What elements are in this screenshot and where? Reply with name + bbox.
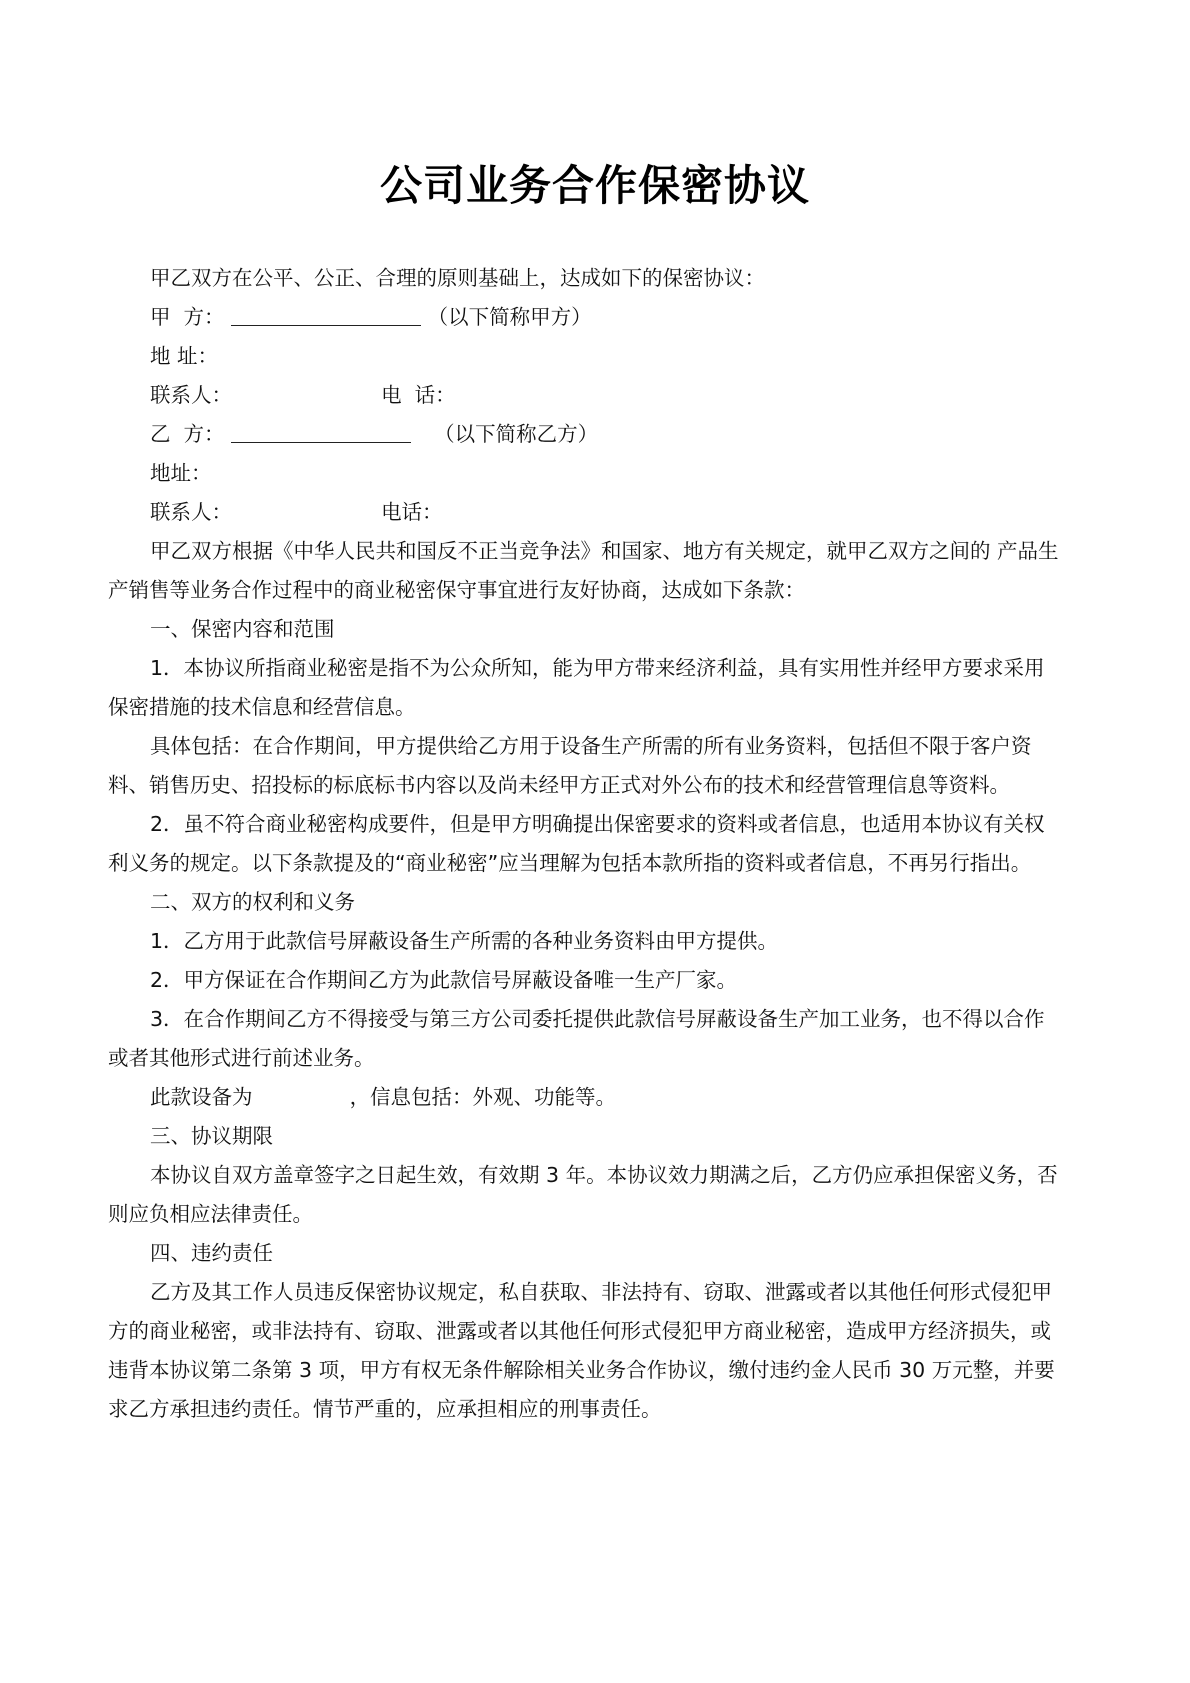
device-row xyxy=(150,1082,616,1112)
party-a-address: 地 址： xyxy=(150,344,219,368)
section-1-detail-line-1: 具体包括：在合作期间，甲方提供给乙方用于设备生产所需的所有业务资料，包括但不限于客户资 xyxy=(150,734,1032,758)
party-a-label: 甲 方： xyxy=(150,305,225,329)
party-b-label: 乙 方： xyxy=(150,422,225,446)
party-a-suffix: （以下简称甲方） xyxy=(427,305,592,329)
preamble-line-1: 甲乙双方根据《中华人民共和国反不正当竞争法》和国家、地方有关规定，就甲乙双方之间的 产品生 xyxy=(150,539,1059,563)
section-1-heading: 一、保密内容和范围 xyxy=(150,617,335,641)
section-1-item-2-line-1: 2．虽不符合商业秘密构成要件，但是甲方明确提出保密要求的资料或者信息，也适用本协议有关权 xyxy=(150,812,1045,836)
party-a-contact-row xyxy=(150,380,456,410)
device-prefix: 此款设备为 xyxy=(150,1085,253,1109)
preamble-line-2: 产销售等业务合作过程中的商业秘密保守事宜进行友好协商，达成如下条款： xyxy=(108,578,805,602)
party-b-contact-row xyxy=(150,497,443,527)
section-2-item-3-line-1: 3．在合作期间乙方不得接受与第三方公司委托提供此款信号屏蔽设备生产加工业务，也不得以合作 xyxy=(150,1007,1045,1031)
party-a-row xyxy=(150,302,592,332)
document-title: 公司业务合作保密协议 xyxy=(379,161,810,210)
party-b-row xyxy=(150,419,598,449)
party-a-contact-label: 联系人： xyxy=(150,383,232,407)
party-b-blank xyxy=(231,420,411,443)
section-3-heading: 三、协议期限 xyxy=(150,1124,273,1148)
section-4-line-2: 方的商业秘密，或非法持有、窃取、泄露或者以其他任何形式侵犯甲方商业秘密，造成甲方经济损失，或 xyxy=(108,1319,1051,1343)
intro-text: 甲乙双方在公平、公正、合理的原则基础上，达成如下的保密协议： xyxy=(150,266,765,290)
section-3-line-1: 本协议自双方盖章签字之日起生效，有效期 3 年。本协议效力期满之后，乙方仍应承担保密义务，否 xyxy=(150,1163,1058,1187)
section-1-detail-line-2: 料、销售历史、招投标的标底标书内容以及尚未经甲方正式对外公布的技术和经营管理信息等资料。 xyxy=(108,773,1010,797)
party-b-phone-label: 电话： xyxy=(381,500,443,524)
section-4-heading: 四、违约责任 xyxy=(150,1241,273,1265)
party-b-suffix: （以下简称乙方） xyxy=(434,422,599,446)
section-2-heading: 二、双方的权利和义务 xyxy=(150,890,355,914)
section-2-item-1: 1．乙方用于此款信号屏蔽设备生产所需的各种业务资料由甲方提供。 xyxy=(150,929,779,953)
section-2-item-2: 2．甲方保证在合作期间乙方为此款信号屏蔽设备唯一生产厂家。 xyxy=(150,968,738,992)
section-4-line-4: 求乙方承担违约责任。情节严重的，应承担相应的刑事责任。 xyxy=(108,1397,662,1421)
section-1-item-1-line-2: 保密措施的技术信息和经营信息。 xyxy=(108,695,416,719)
section-4-line-1: 乙方及其工作人员违反保密协议规定，私自获取、非法持有、窃取、泄露或者以其他任何形式侵犯甲 xyxy=(150,1280,1052,1304)
party-a-phone-label: 电 话： xyxy=(381,383,456,407)
section-1-item-2-line-2: 利义务的规定。以下条款提及的“商业秘密”应当理解为包括本款所指的资料或者信息，不再另行指出。 xyxy=(108,851,1032,875)
party-b-address: 地址： xyxy=(150,461,212,485)
party-b-contact-label: 联系人： xyxy=(150,500,232,524)
section-1-item-1-line-1: 1．本协议所指商业秘密是指不为公众所知，能为甲方带来经济利益，具有实用性并经甲方要求采用 xyxy=(150,656,1045,680)
device-suffix: ，信息包括：外观、功能等。 xyxy=(349,1085,617,1109)
section-3-line-2: 则应负相应法律责任。 xyxy=(108,1202,313,1226)
section-2-item-3-line-2: 或者其他形式进行前述业务。 xyxy=(108,1046,375,1070)
party-a-blank xyxy=(231,303,421,326)
section-4-line-3: 违背本协议第二条第 3 项，甲方有权无条件解除相关业务合作协议，缴付违约金人民币 30 万元整，并要 xyxy=(108,1358,1055,1382)
